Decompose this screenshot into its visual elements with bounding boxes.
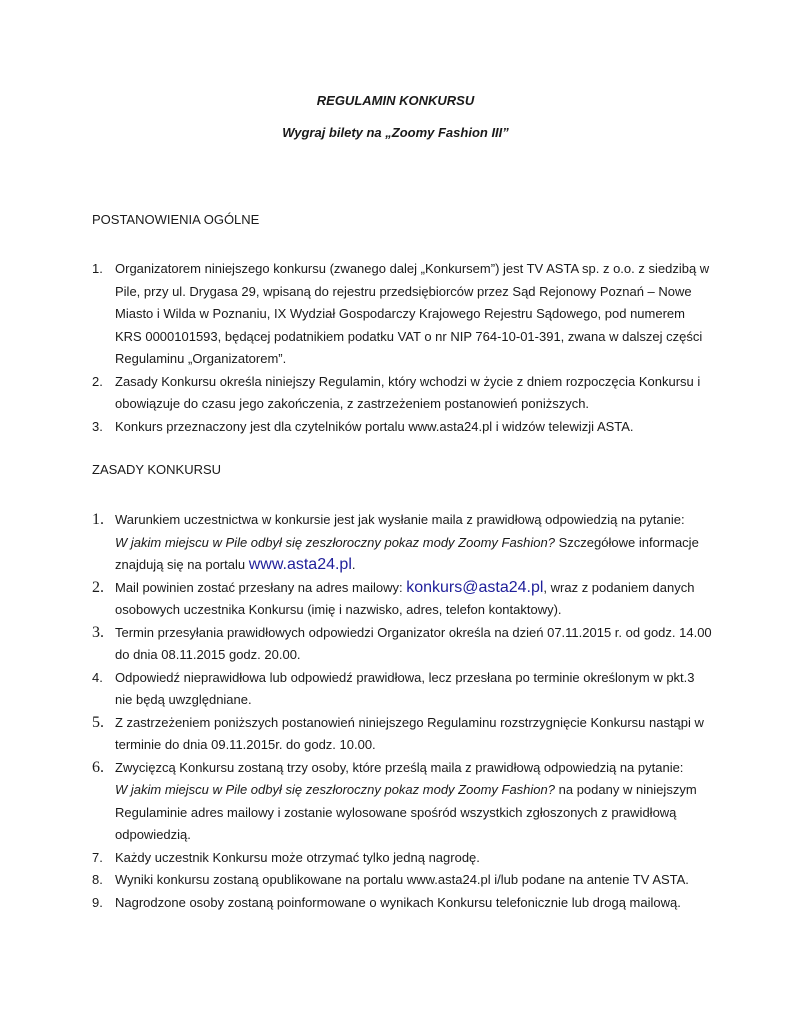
item-number: 4. — [92, 669, 103, 685]
list-item — [92, 577, 712, 622]
item-text: Warunkiem uczestnictwa w konkursie jest jak wysłanie maila z prawidłową odpowiedzią na pytanie: — [115, 512, 685, 527]
item-number: 1. — [92, 261, 103, 276]
document-title: REGULAMIN KONKURSU — [316, 93, 475, 108]
document-subtitle: Wygraj bilety na „Zoomy Fashion III” — [282, 125, 509, 140]
list-item — [92, 258, 712, 371]
list-item — [92, 416, 712, 439]
item-number: 3. — [92, 623, 104, 641]
item-text: Organizatorem niniejszego konkursu (zwanego dalej „Konkursem”) jest TV ASTA sp. z o.o. z siedzibą w Pile, przy ul. Drygasa 29, wpisaną do rejestru przedsiębiorców przez Sąd Rejonowy Poznań – Nowe Miasto i Wilda w Poznaniu, IX Wydział Gospodarczy Krajowego Rejestru Sądowego, pod numerem KRS 0000101593, będącej podatnikiem podatku VAT o nr NIP 764-10-01-391, zwana w dalszej części Regulaminu „Organizatorem”. — [115, 261, 710, 366]
section-heading-general: POSTANOWIENIA OGÓLNE — [92, 212, 260, 227]
general-provisions-list — [92, 258, 712, 438]
item-text: na podany w niniejszym Regulaminie adres mailowy i zostanie wylosowane spośród wszystkich zgłoszonych z prawidłową odpowiedzią. — [115, 782, 697, 842]
item-number: 2. — [92, 373, 103, 389]
contest-rules-list — [92, 509, 712, 914]
item-text: , wraz z podaniem danych osobowych uczestnika Konkursu (imię i nazwisko, adres, telefon kontaktowy). — [115, 579, 695, 617]
list-item — [92, 892, 712, 915]
item-number: 9. — [92, 894, 103, 910]
portal-link[interactable]: www.asta24.pl — [248, 556, 352, 573]
list-item — [92, 371, 712, 416]
item-text: Każdy uczestnik Konkursu może otrzymać tylko jedną nagrodę. — [115, 849, 480, 865]
list-item — [92, 509, 712, 577]
item-text: . — [351, 557, 356, 572]
item-text: Zwycięzcą Konkursu zostaną trzy osoby, które prześlą maila z prawidłową odpowiedzią na pytanie: — [115, 759, 684, 775]
item-number: 2. — [92, 578, 104, 596]
item-text: Z zastrzeżeniem poniższych postanowień niniejszego Regulaminu rozstrzygnięcie Konkursu nastąpi w terminie do dnia 09.11.2015r. do godz. 10.00. — [115, 714, 704, 752]
item-number: 7. — [92, 849, 103, 865]
list-item — [92, 757, 712, 847]
item-text: Szczegółowe informacje znajdują się na portalu — [115, 534, 699, 572]
item-number: 6. — [92, 758, 104, 776]
list-item — [92, 847, 712, 870]
email-link[interactable]: konkurs@asta24.pl — [406, 578, 544, 596]
item-text: Wyniki konkursu zostaną opublikowane na portalu www.asta24.pl i/lub podane na antenie TV ASTA. — [115, 872, 689, 887]
item-number: 1. — [92, 511, 104, 528]
contest-question: W jakim miejscu w Pile odbył się zeszłoroczny pokaz mody Zoomy Fashion? — [115, 782, 555, 797]
item-text: Nagrodzone osoby zostaną poinformowane o wynikach Konkursu telefonicznie lub drogą mailową. — [115, 894, 681, 910]
item-number: 8. — [92, 872, 103, 887]
list-item — [92, 712, 712, 757]
list-item — [92, 869, 712, 892]
list-item — [92, 622, 712, 667]
item-number: 3. — [92, 418, 103, 434]
item-text: Zasady Konkursu określa niniejszy Regulamin, który wchodzi w życie z dniem rozpoczęcia Konkursu i obowiązuje do czasu jego zakończenia, z zastrzeżeniem postanowień poniższych. — [115, 373, 701, 411]
item-text: Konkurs przeznaczony jest dla czytelników portalu www.asta24.pl i widzów telewizji ASTA. — [115, 418, 634, 434]
item-text: Mail powinien zostać przesłany na adres mailowy: — [115, 579, 403, 595]
item-text: Termin przesyłania prawidłowych odpowiedzi Organizator określa na dzień 07.11.2015 r. od godz. 14.00 do dnia 08.11.2015 godz. 20.00. — [115, 624, 712, 662]
item-number: 5. — [92, 713, 104, 731]
contest-question: W jakim miejscu w Pile odbył się zeszłoroczny pokaz mody Zoomy Fashion? — [115, 534, 555, 550]
section-heading-rules: ZASADY KONKURSU — [92, 462, 222, 477]
list-item — [92, 667, 712, 712]
item-text: Odpowiedź nieprawidłowa lub odpowiedź prawidłowa, lecz przesłana po terminie określonym w pkt.3 nie będą uwzględniane. — [115, 669, 695, 707]
